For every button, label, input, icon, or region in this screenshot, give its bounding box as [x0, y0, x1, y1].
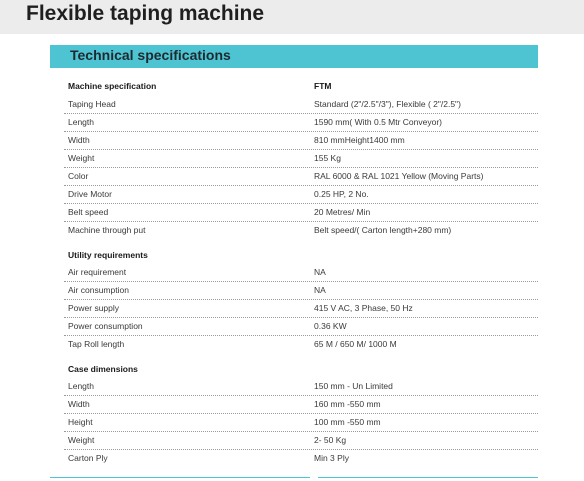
table-row: [64, 167, 538, 186]
row-value: Standard (2"/2.5"/3"), Flexible ( 2"/2.5"): [314, 99, 461, 109]
table-row: [64, 431, 538, 450]
spec-header-value: FTM: [314, 81, 332, 91]
row-label: Power supply: [68, 303, 120, 313]
row-value: 415 V AC, 3 Phase, 50 Hz: [314, 303, 413, 313]
table-row: [64, 395, 538, 414]
case-section-title: Case dimensions: [68, 364, 138, 374]
footer-divider-left: [50, 477, 310, 478]
page-title: Flexible taping machine: [26, 2, 265, 25]
row-label: Machine through put: [68, 225, 146, 235]
row-label: Height: [68, 417, 93, 427]
row-value: 0.25 HP, 2 No.: [314, 189, 369, 199]
spec-header-row: [64, 77, 538, 95]
row-value: NA: [314, 267, 326, 277]
row-value: 20 Metres/ Min: [314, 207, 371, 217]
row-label: Air consumption: [68, 285, 129, 295]
row-label: Taping Head: [68, 99, 116, 109]
row-value: 160 mm -550 mm: [314, 399, 381, 409]
table-row: [64, 335, 538, 353]
spec-table: [50, 68, 538, 471]
footer-divider-right: [318, 477, 538, 478]
utility-section-title: Utility requirements: [68, 250, 148, 260]
table-row: [64, 263, 538, 282]
spec-header-label: Machine specification: [68, 81, 157, 91]
row-label: Length: [68, 117, 94, 127]
table-row: [64, 203, 538, 222]
row-value: RAL 6000 & RAL 1021 Yellow (Moving Parts): [314, 171, 484, 181]
row-value: 150 mm - Un Limited: [314, 381, 393, 391]
row-label: Drive Motor: [68, 189, 112, 199]
row-label: Length: [68, 381, 94, 391]
table-row: [64, 299, 538, 318]
table-row: [64, 377, 538, 396]
spec-section-header: [50, 45, 538, 68]
table-row: [64, 113, 538, 132]
row-value: NA: [314, 285, 326, 295]
table-row: [64, 149, 538, 168]
row-value: 2- 50 Kg: [314, 435, 347, 445]
title-bar: [0, 0, 584, 34]
row-value: 1590 mm( With 0.5 Mtr Conveyor): [314, 117, 443, 127]
table-row: [64, 95, 538, 114]
row-label: Color: [68, 171, 89, 181]
table-row: [64, 317, 538, 336]
row-value: Belt speed/( Carton length+280 mm): [314, 225, 452, 235]
row-label: Power consumption: [68, 321, 143, 331]
section-title: Technical specifications: [70, 47, 231, 63]
row-label: Width: [68, 399, 90, 409]
table-row: [64, 185, 538, 204]
row-label: Belt speed: [68, 207, 109, 217]
table-row: [64, 413, 538, 432]
table-row: [64, 131, 538, 150]
row-value: 810 mmHeight1400 mm: [314, 135, 405, 145]
row-value: 155 Kg: [314, 153, 341, 163]
row-value: 100 mm -550 mm: [314, 417, 381, 427]
row-label: Weight: [68, 435, 95, 445]
row-label: Carton Ply: [68, 453, 108, 463]
row-value: 0.36 KW: [314, 321, 347, 331]
row-value: Min 3 Ply: [314, 453, 349, 463]
table-row: [64, 449, 538, 467]
row-label: Weight: [68, 153, 95, 163]
table-row: [64, 221, 538, 239]
row-value: 65 M / 650 M/ 1000 M: [314, 339, 397, 349]
row-label: Width: [68, 135, 90, 145]
row-label: Tap Roll length: [68, 339, 125, 349]
table-row: [64, 281, 538, 300]
row-label: Air requirement: [68, 267, 127, 277]
